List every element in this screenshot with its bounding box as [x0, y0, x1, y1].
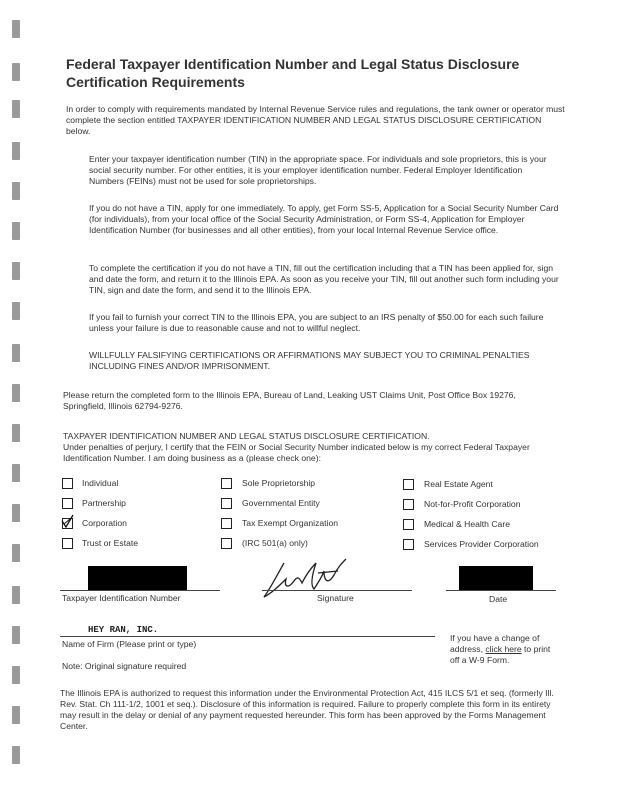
checkbox-label-corporation: Corporation: [82, 518, 127, 528]
punch-mark: [12, 63, 20, 81]
certification-heading: TAXPAYER IDENTIFICATION NUMBER AND LEGAL STATUS DISCLOSURE CERTIFICATION.: [63, 431, 430, 441]
punch-mark: [12, 20, 20, 38]
checkbox-real-estate-agent[interactable]: [403, 479, 414, 490]
punch-mark: [12, 100, 20, 118]
address-change-prefix: address,: [450, 644, 486, 654]
instruction-penalty: If you fail to furnish your correct TIN to the Illinois EPA, you are subject to an IRS penalty of $50.00 for each such failure unless your failure is due to reasonable cause and not to willful neglect.: [89, 312, 544, 333]
checkbox-trust-estate[interactable]: [62, 538, 73, 549]
w9-link[interactable]: click here: [485, 644, 522, 654]
address-change-line-1: If you have a change of: [450, 633, 540, 643]
punch-mark: [12, 504, 20, 522]
address-change-line-2: [450, 644, 565, 655]
checkbox-governmental-entity[interactable]: [221, 498, 232, 509]
checkbox-label-governmental-entity: Governmental Entity: [242, 498, 320, 508]
punch-mark: [12, 706, 20, 724]
address-change-line-3: off a W-9 Form.: [450, 655, 510, 665]
checkbox-tax-exempt[interactable]: [221, 518, 232, 529]
instruction-complete: To complete the certification if you do not have a TIN, fill out the certification including that a TIN has been applied for, sign and date the form, and return it to the Illinois EPA. As soon as you receive your TIN, fill out another such form including your TIN, sign and date the form, and send it to the Illinois EPA.: [89, 263, 559, 295]
checkbox-partnership[interactable]: [62, 498, 73, 509]
tin-line[interactable]: [60, 590, 220, 591]
intro-paragraph: In order to comply with requirements mandated by Internal Revenue Service rules and regulations, the tank owner or operator must complete the section entitled TAXPAYER IDENTIFICATION NUMBER AND LEGAL STATUS DISCLOSURE CERTIFICATION below.: [66, 104, 565, 136]
checkbox-label-sole-proprietorship: Sole Proprietorship: [242, 478, 316, 488]
checkbox-corporation[interactable]: [62, 518, 73, 529]
date-label: Date: [489, 594, 508, 604]
instruction-tin: Enter your taxpayer identification number (TIN) in the appropriate space. For individuals and sole proprietors, this is your social security number. For other entities, it is your employer identification number. Federal Employer Identification Numbers (FEINs) must not be used for sole proprietorships.: [89, 154, 547, 186]
checkbox-label-tax-exempt: Tax Exempt Organization: [242, 518, 339, 528]
return-address: Please return the completed form to the Illinois EPA, Bureau of Land, Leaking UST Claims Unit, Post Office Box 19276, Springfield, Illinois 62794-9276.: [63, 390, 516, 411]
signature-note: Note: Original signature required: [62, 661, 187, 671]
punch-mark: [12, 344, 20, 362]
checkbox-label-irc-501a: (IRC 501(a) only): [242, 538, 308, 548]
punch-mark: [12, 182, 20, 200]
date-redaction: [459, 566, 533, 590]
checkbox-label-not-for-profit: Not-for-Profit Corporation: [424, 499, 521, 509]
certification-statement: Under penalties of perjury, I certify that the FEIN or Social Security Number indicated below is my correct Federal Taxpayer Identification Number. I am doing business as a (please check one):: [63, 442, 530, 463]
checkbox-individual[interactable]: [62, 478, 73, 489]
checkbox-label-medical-health: Medical & Health Care: [424, 519, 510, 529]
punch-mark: [12, 262, 20, 280]
checkbox-irc-501a[interactable]: [221, 538, 232, 549]
checkbox-sole-proprietorship[interactable]: [221, 478, 232, 489]
checkbox-label-trust-estate: Trust or Estate: [82, 538, 139, 548]
check-mark-icon: [61, 514, 74, 528]
tin-redaction: [88, 566, 187, 590]
punch-mark: [12, 626, 20, 644]
page-title-line-1: Federal Taxpayer Identification Number and Legal Status Disclosure: [66, 56, 520, 72]
checkbox-medical-health[interactable]: [403, 519, 414, 530]
firm-name-value: HEY RAN, INC.: [88, 625, 159, 635]
date-line[interactable]: [446, 590, 556, 591]
signature-line[interactable]: [262, 590, 412, 591]
checkbox-label-services-provider: Services Provider Corporation: [424, 539, 539, 549]
instruction-apply: If you do not have a TIN, apply for one immediately. To apply, get Form SS-5, Application for a Social Security Number Card (for individuals), from your local office of the Social Security Administration, or Form SS-4, Application for Employer Identification Number (for businesses and all other entities), from your local Internal Revenue Service office.: [89, 203, 559, 235]
instruction-warning: WILLFULLY FALSIFYING CERTIFICATIONS OR AFFIRMATIONS MAY SUBJECT YOU TO CRIMINAL PENALTIES INCLUDING FINES AND/OR IMPRISONMENT.: [89, 350, 530, 371]
punch-mark: [12, 464, 20, 482]
address-change-suffix: to print: [521, 644, 551, 654]
footer-paragraph: The Illinois EPA is authorized to request this information under the Environmental Protection Act, 415 ILCS 5/1 et seq. (formerly Ill. Rev. Stat. Ch 111-1/2, 1001 et seq.). Disclosure of this information is required. Failure to properly complete this form in its entirety may result in the delay or denial of any payment requested hereunder. This form has been approved by the Forms Management Center.: [60, 688, 554, 731]
checkbox-services-provider[interactable]: [403, 539, 414, 550]
punch-mark: [12, 142, 20, 160]
page-title: [66, 55, 566, 91]
punch-mark: [12, 302, 20, 320]
punch-mark: [12, 746, 20, 764]
punch-mark: [12, 666, 20, 684]
checkbox-label-real-estate-agent: Real Estate Agent: [424, 479, 493, 489]
signature-label: Signature: [317, 593, 354, 603]
checkbox-label-partnership: Partnership: [82, 498, 126, 508]
punch-mark: [12, 384, 20, 402]
checkbox-not-for-profit[interactable]: [403, 499, 414, 510]
punch-mark: [12, 544, 20, 562]
firm-name-label: Name of Firm (Please print or type): [62, 639, 197, 649]
punch-mark: [12, 424, 20, 442]
firm-name-line[interactable]: [60, 636, 435, 637]
page-title-line-2: Certification Requirements: [66, 74, 245, 90]
punch-mark: [12, 586, 20, 604]
checkbox-label-individual: Individual: [82, 478, 119, 488]
tin-label: Taxpayer Identification Number: [62, 593, 181, 603]
address-change-note: [450, 633, 565, 666]
punch-mark: [12, 222, 20, 240]
